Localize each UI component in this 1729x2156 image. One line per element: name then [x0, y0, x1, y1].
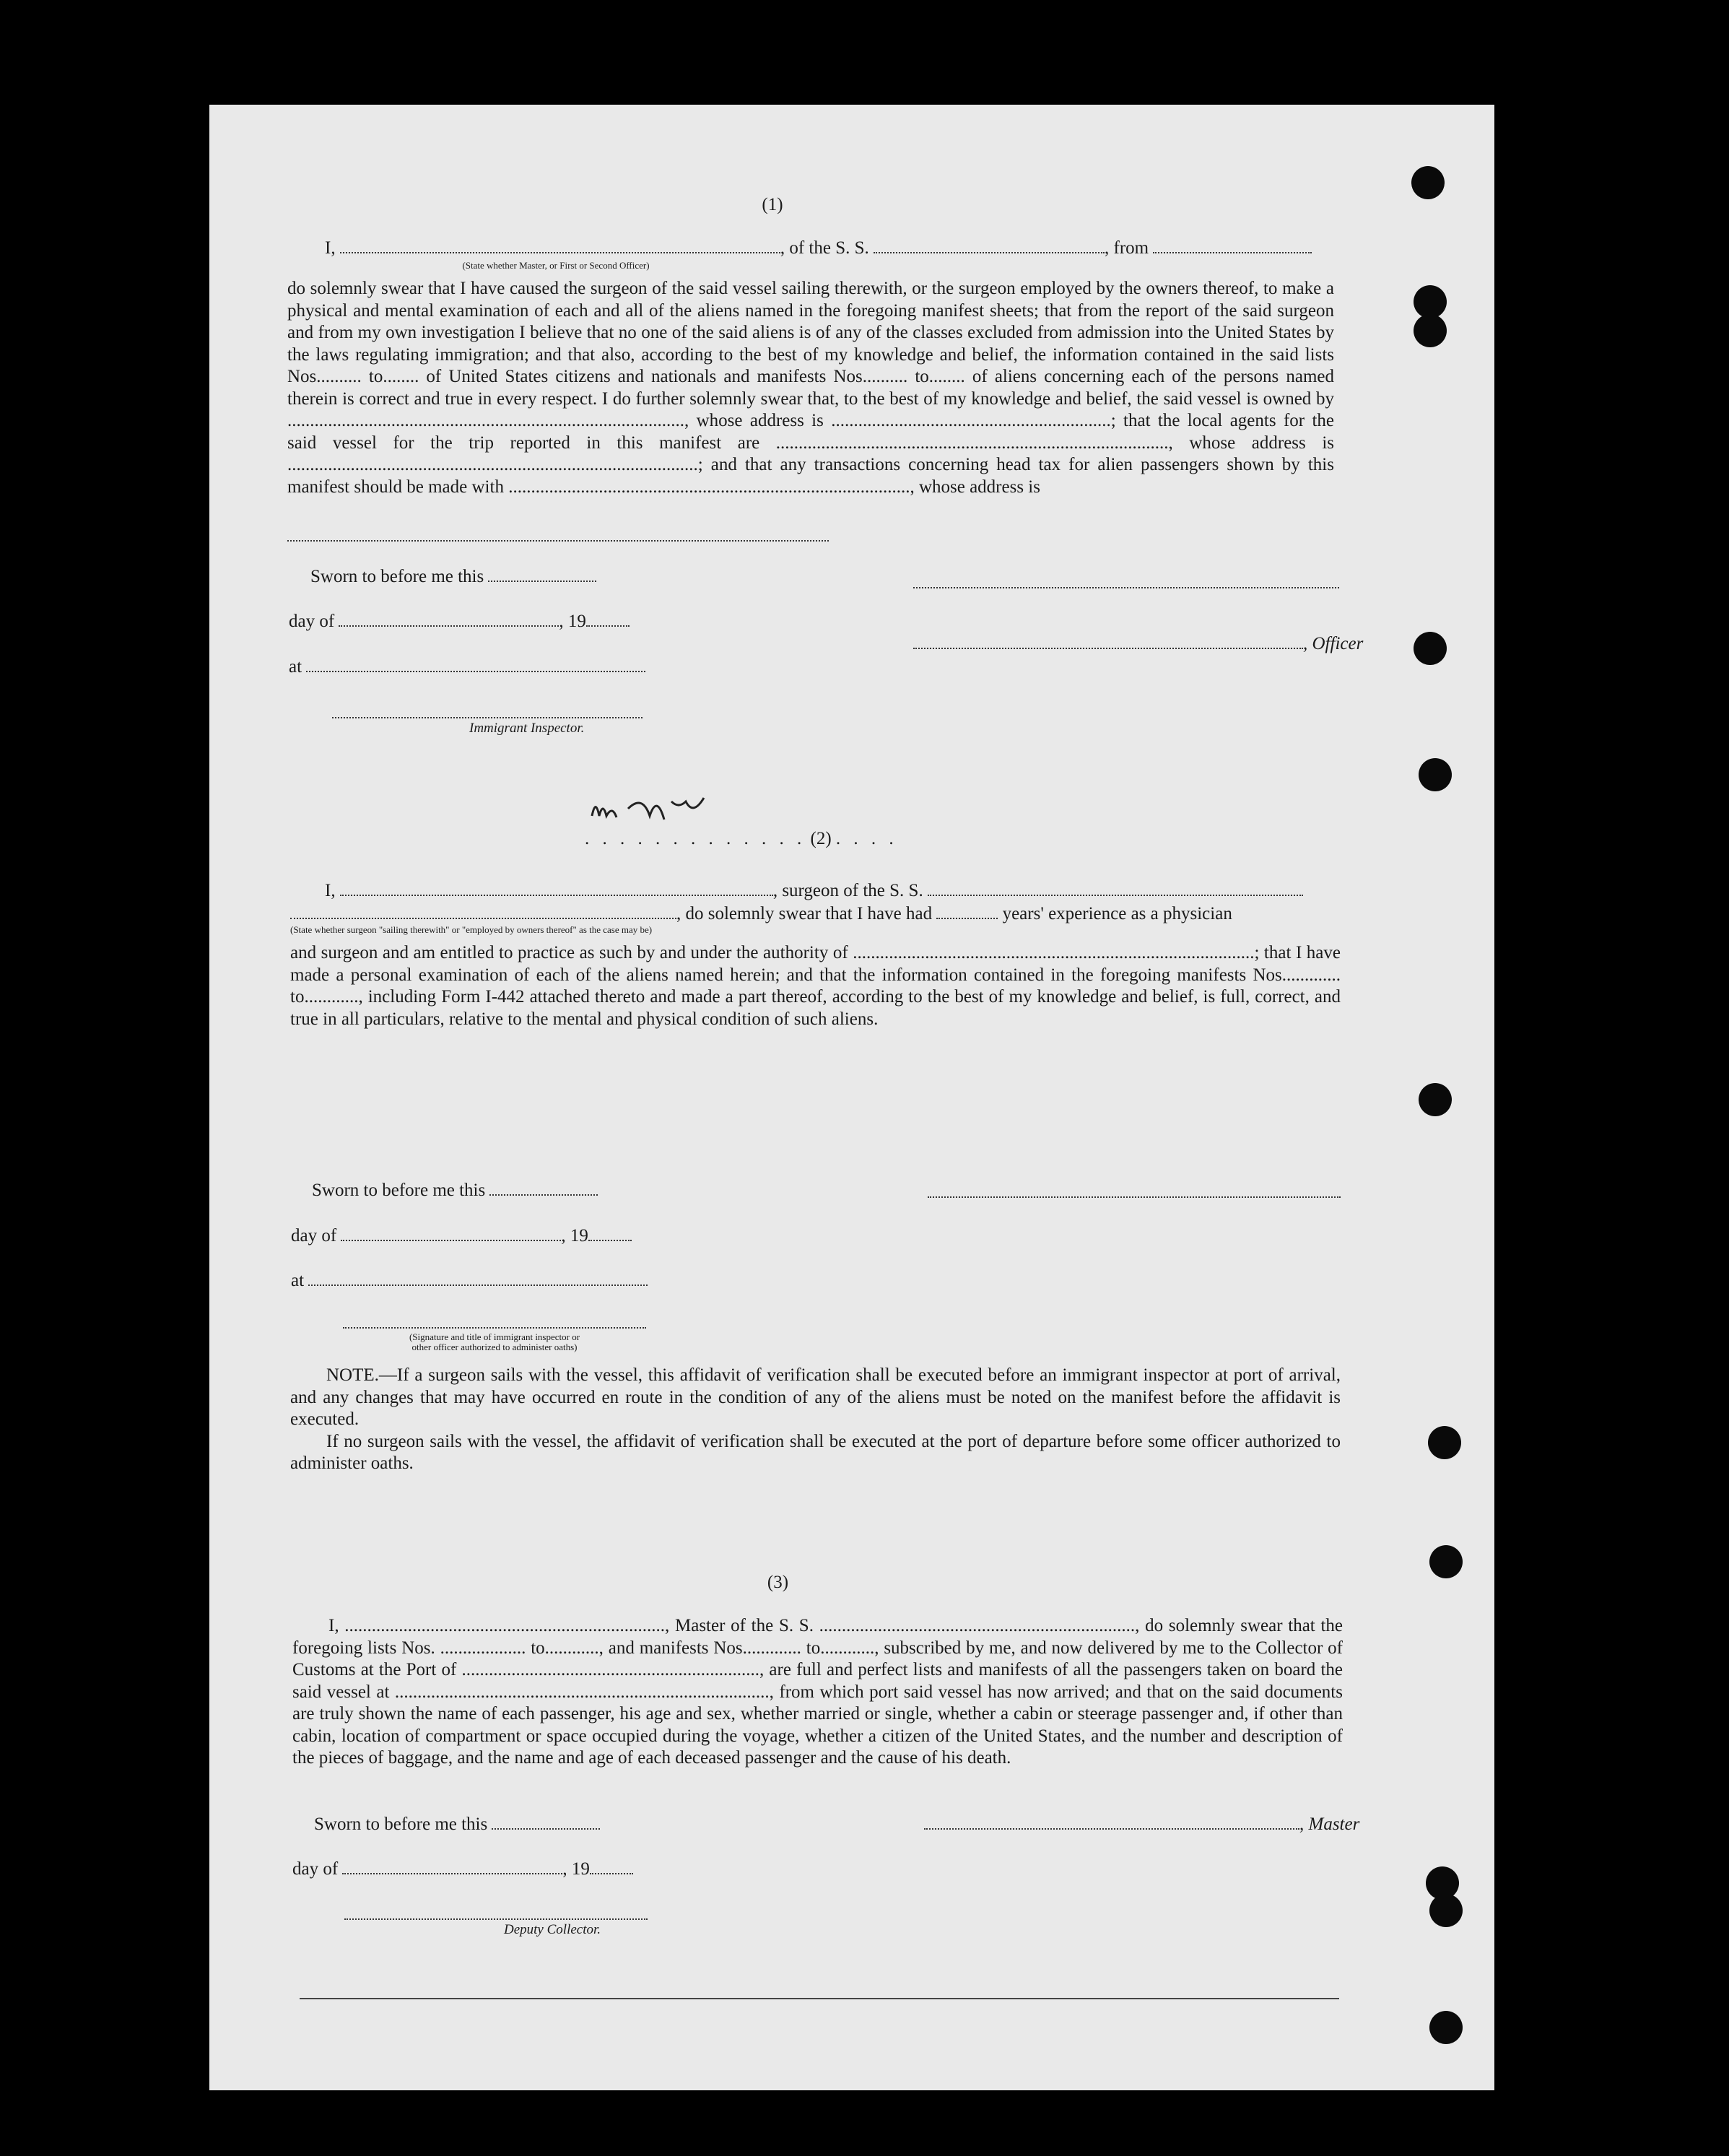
- section-3-oath: I, ......................................................................., Master of the S. S. ......................................................................, do solemnly swear that the foregoing lists Nos. ................... to............, and manifests Nos............. to............, subscribed by me, and now delivered by me to the Collector of Customs at the Port of .................................................................., are full and perfect lists and manifests of all the passengers taken on board the said vessel at ..................................................................................., from which port said vessel has now arrived; and that on the said documents are truly shown the name of each passenger, his age and sex, whether married or single, whether a cabin or steerage passenger and, if other than cabin, location of compartment or space occupied during the voyage, whether a citizen of the United States, and the number and description of the pieces of baggage, and the name and age of each deceased passenger and the cause of his death.: [292, 1616, 1343, 1768]
- i-label: I,: [325, 238, 336, 258]
- day-of-label: day of , 19: [291, 1226, 632, 1246]
- of-the-ss-label: , of the S. S.: [780, 238, 869, 258]
- section-1-number: (1): [762, 195, 783, 214]
- section-3-number: (3): [767, 1573, 789, 1592]
- sworn-label: Sworn to before me this: [310, 567, 596, 587]
- day-of-label: day of , 19: [289, 612, 630, 632]
- form-page: [209, 105, 1494, 2090]
- punch-hole: [1419, 1083, 1452, 1116]
- section-2-first-line: I, , surgeon of the S. S.: [325, 881, 1336, 901]
- master-label: , Master: [1299, 1814, 1360, 1834]
- deputy-collector-caption: Deputy Collector.: [504, 1922, 601, 1937]
- punch-hole: [1429, 1545, 1463, 1578]
- section-1-oath: do solemnly swear that I have caused the surgeon of the said vessel sailing therewith, or the surgeon employed by the owners thereof, to make a physical and mental examination of each and all of the aliens named in the foregoing manifest sheets; that from the report of the said surgeon and from my own investigation I believe that no one of the said aliens is of any of the classes excluded from admission into the United States by the laws regulating immigration; and that also, according to the best of my knowledge and belief, the information contained in the said lists Nos.......... to........ of United States citizens and nationals and manifests Nos.......... to........ of aliens concerning each of the persons named therein is correct and true in every respect. I do further solemnly swear that, to the best of my knowledge and belief, the said vessel is owned by ........................................................................................, whose address is ..............................................................; that the local agents for the said vessel for the trip reported in this manifest are ......................................................................................., whose address is ...........................................................................................; and that any transactions concerning head tax for alien passengers shown by this manifest should be made with ........................................................................................., whose address is: [287, 279, 1334, 497]
- master-signature: [924, 1814, 1359, 1835]
- punch-hole: [1429, 1894, 1463, 1927]
- sworn-label: Sworn to before me this: [312, 1181, 598, 1201]
- section-2-number: . . . . . . . . . . . . . (2) . . . .: [585, 829, 898, 848]
- section-2-oath: and surgeon and am entitled to practice as such by and under the authority of .........................................................................................; that I have made a personal examination of each of the aliens named herein; and that the information contained in the foregoing manifests Nos............. to............, including Form I-442 attached thereto and made a part thereof, according to the best of my knowledge and belief, is full, correct, and true in all particulars, relative to the mental and physical condition of such aliens.: [290, 943, 1341, 1029]
- surgeon-note: NOTE.—If a surgeon sails with the vessel, this affidavit of verification shall be executed before an immigrant inspector at port of arrival, and any changes that may have occurred en route in the condition of any of the aliens must be noted on the manifest before the affidavit is executed. If no surgeon sails with the vessel, the affidavit of verification shall be executed at the port of departure before some officer authorized to administer oaths.: [290, 1365, 1341, 1473]
- punch-hole: [1429, 2011, 1463, 2044]
- signature-caption: (Signature and title of immigrant inspector or other officer authorized to administer oaths): [409, 1331, 580, 1352]
- punch-hole: [1414, 314, 1447, 347]
- section-2-second-line: , do solemnly swear that I have had years' experience as a physician: [290, 904, 1341, 924]
- rank-caption: (State whether Master, or First or Second Officer): [462, 260, 650, 271]
- officer-signature: [913, 634, 1363, 654]
- immigrant-inspector-caption: Immigrant Inspector.: [469, 721, 585, 736]
- officer-label: , Officer: [1303, 634, 1364, 653]
- punch-hole: [1428, 1426, 1461, 1459]
- at-label: at: [291, 1271, 648, 1291]
- sworn-label: Sworn to before me this: [314, 1814, 600, 1835]
- bottom-rule: [300, 1998, 1339, 1999]
- at-label: at: [289, 657, 645, 677]
- punch-hole: [1419, 758, 1452, 791]
- section-1-first-line: [325, 238, 1336, 258]
- punch-hole: [1414, 632, 1447, 665]
- punch-hole: [1411, 166, 1445, 199]
- day-of-label: day of , 19: [292, 1859, 633, 1879]
- surgeon-caption: (State whether surgeon "sailing therewith" or "employed by owners thereof" as the case may be): [290, 924, 653, 935]
- from-label: , from: [1105, 238, 1149, 258]
- handwritten-mark: [585, 787, 729, 830]
